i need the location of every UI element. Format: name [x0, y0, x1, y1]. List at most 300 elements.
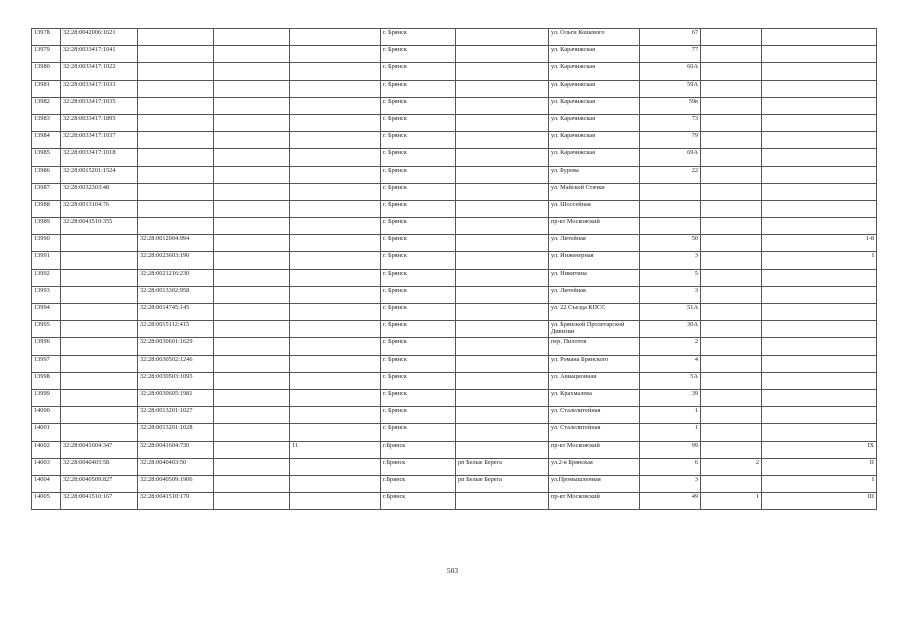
apartment-cell: [701, 441, 762, 458]
cadastral-number-cell: [61, 424, 138, 441]
settlement-cell: [456, 166, 549, 183]
street-cell: пр-кт Московский: [549, 218, 640, 235]
premises-cell: [762, 97, 877, 114]
cadastral-number-cell: [61, 355, 138, 372]
table-row: [32, 338, 877, 355]
empty-cell: [214, 424, 290, 441]
cadastral-number-cell: 32:28:0041510:355: [61, 218, 138, 235]
house-number-cell: 3: [640, 286, 701, 303]
extra-number-cell: [290, 149, 381, 166]
empty-cell: [214, 321, 290, 338]
table-body: [32, 29, 877, 510]
street-cell: ул. Шоссейная: [549, 200, 640, 217]
extra-number-cell: [290, 424, 381, 441]
extra-number-cell: [290, 183, 381, 200]
house-number-cell: 3: [640, 252, 701, 269]
premises-cell: [762, 389, 877, 406]
settlement-cell: [456, 493, 549, 510]
city-cell: г. Брянск: [381, 149, 456, 166]
premises-cell: [762, 114, 877, 131]
extra-number-cell: [290, 304, 381, 321]
premises-cell: [762, 304, 877, 321]
settlement-cell: [456, 97, 549, 114]
house-number-cell: 1: [640, 424, 701, 441]
extra-number-cell: [290, 114, 381, 131]
house-number-cell: 6: [640, 458, 701, 475]
premises-cell: [762, 80, 877, 97]
apartment-cell: [701, 29, 762, 46]
registry-table: [31, 28, 877, 510]
cadastral-number-new-cell: [138, 200, 214, 217]
cadastral-number-cell: [61, 304, 138, 321]
extra-number-cell: [290, 80, 381, 97]
extra-number-cell: [290, 389, 381, 406]
cadastral-number-new-cell: 32:28:0013201:1028: [138, 424, 214, 441]
cadastral-number-cell: [61, 372, 138, 389]
street-cell: пр-кт Московский: [549, 441, 640, 458]
settlement-cell: рп Белые Берега: [456, 475, 549, 492]
empty-cell: [214, 355, 290, 372]
apartment-cell: [701, 424, 762, 441]
cadastral-number-cell: 32:28:0033417:1022: [61, 63, 138, 80]
table-row: [32, 407, 877, 424]
table-row: [32, 235, 877, 252]
cadastral-number-cell: 32:28:0040403:58: [61, 458, 138, 475]
street-cell: ул. Романа Брянского: [549, 355, 640, 372]
premises-cell: [762, 46, 877, 63]
table-row: [32, 149, 877, 166]
apartment-cell: [701, 355, 762, 372]
cadastral-number-cell: 32:28:0033417:1041: [61, 46, 138, 63]
row-number-cell: 13992: [32, 269, 61, 286]
table-row: [32, 29, 877, 46]
row-number-cell: 14005: [32, 493, 61, 510]
table-row: [32, 114, 877, 131]
house-number-cell: 4: [640, 355, 701, 372]
cadastral-number-new-cell: 32:28:0041510:170: [138, 493, 214, 510]
street-cell: ул. Инженерная: [549, 252, 640, 269]
extra-number-cell: [290, 63, 381, 80]
city-cell: г. Брянск: [381, 80, 456, 97]
cadastral-number-cell: [61, 321, 138, 338]
empty-cell: [214, 458, 290, 475]
premises-cell: [762, 321, 877, 338]
table-row: [32, 424, 877, 441]
settlement-cell: [456, 441, 549, 458]
extra-number-cell: [290, 321, 381, 338]
city-cell: г. Брянск: [381, 252, 456, 269]
house-number-cell: 30А: [640, 321, 701, 338]
table-row: [32, 46, 877, 63]
apartment-cell: [701, 114, 762, 131]
apartment-cell: [701, 218, 762, 235]
settlement-cell: [456, 200, 549, 217]
row-number-cell: 14004: [32, 475, 61, 492]
street-cell: ул. Карачижская: [549, 46, 640, 63]
empty-cell: [214, 441, 290, 458]
city-cell: г. Брянск: [381, 218, 456, 235]
table-row: [32, 97, 877, 114]
apartment-cell: [701, 183, 762, 200]
cadastral-number-cell: [61, 338, 138, 355]
premises-cell: [762, 372, 877, 389]
cadastral-number-new-cell: 32:28:0030605:1981: [138, 389, 214, 406]
premises-cell: III: [762, 493, 877, 510]
cadastral-number-cell: 32:28:0041510:167: [61, 493, 138, 510]
settlement-cell: рп Белые Берега: [456, 458, 549, 475]
extra-number-cell: [290, 269, 381, 286]
city-cell: г. Брянск: [381, 166, 456, 183]
city-cell: г. Брянск: [381, 200, 456, 217]
row-number-cell: 13986: [32, 166, 61, 183]
city-cell: г.Брянск: [381, 493, 456, 510]
extra-number-cell: [290, 235, 381, 252]
extra-number-cell: [290, 97, 381, 114]
house-number-cell: 67: [640, 29, 701, 46]
extra-number-cell: [290, 218, 381, 235]
cadastral-number-cell: 32:28:0033417:1895: [61, 114, 138, 131]
extra-number-cell: [290, 29, 381, 46]
house-number-cell: 77: [640, 46, 701, 63]
house-number-cell: 51А: [640, 304, 701, 321]
street-cell: ул. Ольги Кошевого: [549, 29, 640, 46]
cadastral-number-new-cell: [138, 97, 214, 114]
street-cell: ул.Промышленная: [549, 475, 640, 492]
street-cell: ул. Карачижская: [549, 80, 640, 97]
premises-cell: [762, 149, 877, 166]
row-number-cell: 13983: [32, 114, 61, 131]
city-cell: г. Брянск: [381, 321, 456, 338]
street-cell: ул. Бурова: [549, 166, 640, 183]
row-number-cell: 13978: [32, 29, 61, 46]
house-number-cell: 39: [640, 389, 701, 406]
premises-cell: [762, 338, 877, 355]
cadastral-number-new-cell: [138, 46, 214, 63]
city-cell: г.Брянск: [381, 441, 456, 458]
empty-cell: [214, 183, 290, 200]
premises-cell: [762, 286, 877, 303]
row-number-cell: 13979: [32, 46, 61, 63]
apartment-cell: [701, 372, 762, 389]
cadastral-number-cell: 32:28:0032303:48: [61, 183, 138, 200]
cadastral-number-new-cell: 32:28:0014745:145: [138, 304, 214, 321]
premises-cell: II: [762, 458, 877, 475]
cadastral-number-cell: [61, 286, 138, 303]
empty-cell: [214, 475, 290, 492]
street-cell: ул. Авиационная: [549, 372, 640, 389]
premises-cell: I: [762, 252, 877, 269]
cadastral-number-cell: 32:28:0015201:1524: [61, 166, 138, 183]
empty-cell: [214, 493, 290, 510]
empty-cell: [214, 407, 290, 424]
apartment-cell: [701, 200, 762, 217]
extra-number-cell: [290, 338, 381, 355]
street-cell: ул. Майской Стачки: [549, 183, 640, 200]
extra-number-cell: [290, 458, 381, 475]
street-cell: ул. Литейная: [549, 286, 640, 303]
city-cell: г. Брянск: [381, 389, 456, 406]
cadastral-number-cell: 32:28:0042006:1621: [61, 29, 138, 46]
apartment-cell: 1: [701, 493, 762, 510]
row-number-cell: 13990: [32, 235, 61, 252]
table-row: [32, 183, 877, 200]
cadastral-number-new-cell: [138, 149, 214, 166]
extra-number-cell: [290, 252, 381, 269]
house-number-cell: 73: [640, 114, 701, 131]
row-number-cell: 14003: [32, 458, 61, 475]
settlement-cell: [456, 63, 549, 80]
row-number-cell: 13989: [32, 218, 61, 235]
cadastral-number-new-cell: [138, 114, 214, 131]
empty-cell: [214, 114, 290, 131]
table-row: [32, 441, 877, 458]
empty-cell: [214, 132, 290, 149]
apartment-cell: 2: [701, 458, 762, 475]
premises-cell: [762, 63, 877, 80]
settlement-cell: [456, 372, 549, 389]
apartment-cell: [701, 149, 762, 166]
row-number-cell: 13991: [32, 252, 61, 269]
cadastral-number-new-cell: [138, 218, 214, 235]
empty-cell: [214, 269, 290, 286]
empty-cell: [214, 200, 290, 217]
extra-number-cell: [290, 372, 381, 389]
apartment-cell: [701, 286, 762, 303]
city-cell: г. Брянск: [381, 355, 456, 372]
row-number-cell: 13994: [32, 304, 61, 321]
cadastral-number-new-cell: 32:28:0040509:1906: [138, 475, 214, 492]
house-number-cell: 3: [640, 475, 701, 492]
city-cell: г. Брянск: [381, 338, 456, 355]
premises-cell: [762, 407, 877, 424]
premises-cell: I: [762, 475, 877, 492]
settlement-cell: [456, 321, 549, 338]
row-number-cell: 13999: [32, 389, 61, 406]
extra-number-cell: [290, 286, 381, 303]
house-number-cell: 50: [640, 235, 701, 252]
row-number-cell: 13982: [32, 97, 61, 114]
house-number-cell: [640, 200, 701, 217]
cadastral-number-new-cell: [138, 166, 214, 183]
cadastral-number-new-cell: 32:28:0030502:1246: [138, 355, 214, 372]
extra-number-cell: [290, 132, 381, 149]
city-cell: г. Брянск: [381, 29, 456, 46]
table-row: [32, 458, 877, 475]
street-cell: ул.2-я Брянская: [549, 458, 640, 475]
row-number-cell: 14000: [32, 407, 61, 424]
house-number-cell: 22: [640, 166, 701, 183]
settlement-cell: [456, 149, 549, 166]
apartment-cell: [701, 389, 762, 406]
empty-cell: [214, 218, 290, 235]
city-cell: г. Брянск: [381, 235, 456, 252]
cadastral-number-new-cell: [138, 132, 214, 149]
premises-cell: [762, 218, 877, 235]
settlement-cell: [456, 389, 549, 406]
premises-cell: [762, 132, 877, 149]
street-cell: пер. Пилотов: [549, 338, 640, 355]
cadastral-number-new-cell: 32:28:0021216:230: [138, 269, 214, 286]
settlement-cell: [456, 286, 549, 303]
table-row: [32, 218, 877, 235]
settlement-cell: [456, 269, 549, 286]
premises-cell: [762, 200, 877, 217]
row-number-cell: 14001: [32, 424, 61, 441]
city-cell: г. Брянск: [381, 46, 456, 63]
empty-cell: [214, 166, 290, 183]
extra-number-cell: [290, 355, 381, 372]
city-cell: г.Брянск: [381, 458, 456, 475]
apartment-cell: [701, 132, 762, 149]
settlement-cell: [456, 183, 549, 200]
premises-cell: 1-8: [762, 235, 877, 252]
apartment-cell: [701, 304, 762, 321]
city-cell: г. Брянск: [381, 372, 456, 389]
table-row: [32, 389, 877, 406]
table-row: [32, 80, 877, 97]
cadastral-number-cell: [61, 269, 138, 286]
row-number-cell: 13993: [32, 286, 61, 303]
street-cell: ул. Сталелитейная: [549, 424, 640, 441]
row-number-cell: 13987: [32, 183, 61, 200]
cadastral-number-new-cell: 32:28:0040403:50: [138, 458, 214, 475]
table-row: [32, 493, 877, 510]
row-number-cell: 13996: [32, 338, 61, 355]
row-number-cell: 13998: [32, 372, 61, 389]
cadastral-number-cell: 32:28:0040509:827: [61, 475, 138, 492]
empty-cell: [214, 372, 290, 389]
city-cell: г. Брянск: [381, 97, 456, 114]
premises-cell: [762, 424, 877, 441]
street-cell: ул. Карачижская: [549, 63, 640, 80]
empty-cell: [214, 97, 290, 114]
settlement-cell: [456, 114, 549, 131]
table-row: [32, 200, 877, 217]
house-number-cell: 59А: [640, 80, 701, 97]
table-row: [32, 475, 877, 492]
apartment-cell: [701, 235, 762, 252]
street-cell: ул. Карачижская: [549, 114, 640, 131]
apartment-cell: [701, 321, 762, 338]
house-number-cell: [640, 218, 701, 235]
empty-cell: [214, 149, 290, 166]
cadastral-number-new-cell: [138, 63, 214, 80]
empty-cell: [214, 80, 290, 97]
house-number-cell: 79: [640, 132, 701, 149]
cadastral-number-cell: 32:28:0041604:347: [61, 441, 138, 458]
row-number-cell: 13997: [32, 355, 61, 372]
settlement-cell: [456, 132, 549, 149]
city-cell: г. Брянск: [381, 424, 456, 441]
table-row: [32, 372, 877, 389]
city-cell: г. Брянск: [381, 407, 456, 424]
row-number-cell: 14002: [32, 441, 61, 458]
city-cell: г. Брянск: [381, 63, 456, 80]
apartment-cell: [701, 63, 762, 80]
empty-cell: [214, 29, 290, 46]
premises-cell: [762, 269, 877, 286]
cadastral-number-new-cell: 32:28:0023603:190: [138, 252, 214, 269]
cadastral-number-new-cell: 32:28:0015112:415: [138, 321, 214, 338]
street-cell: ул. 22 Съезда КПСС: [549, 304, 640, 321]
city-cell: г.Брянск: [381, 475, 456, 492]
table-row: [32, 269, 877, 286]
street-cell: ул. Карачижская: [549, 132, 640, 149]
street-cell: ул. Карачижская: [549, 149, 640, 166]
table-row: [32, 166, 877, 183]
table-row: [32, 321, 877, 338]
cadastral-number-new-cell: [138, 183, 214, 200]
extra-number-cell: [290, 46, 381, 63]
empty-cell: [214, 46, 290, 63]
empty-cell: [214, 252, 290, 269]
street-cell: ул. Сталелитейная: [549, 407, 640, 424]
cadastral-number-new-cell: [138, 80, 214, 97]
empty-cell: [214, 286, 290, 303]
extra-number-cell: [290, 166, 381, 183]
cadastral-number-new-cell: 32:28:0013201:1027: [138, 407, 214, 424]
table-row: [32, 132, 877, 149]
cadastral-number-new-cell: 32:28:0030503:1095: [138, 372, 214, 389]
cadastral-number-cell: 32:28:0013104:76: [61, 200, 138, 217]
cadastral-number-new-cell: [138, 29, 214, 46]
row-number-cell: 13984: [32, 132, 61, 149]
cadastral-number-cell: 32:28:0033417:1033: [61, 80, 138, 97]
premises-cell: [762, 166, 877, 183]
street-cell: ул. Карачижская: [549, 97, 640, 114]
settlement-cell: [456, 218, 549, 235]
settlement-cell: [456, 338, 549, 355]
page-number: 503: [446, 566, 459, 575]
extra-number-cell: [290, 475, 381, 492]
apartment-cell: [701, 252, 762, 269]
apartment-cell: [701, 475, 762, 492]
house-number-cell: 5: [640, 269, 701, 286]
table-row: [32, 286, 877, 303]
house-number-cell: 69А: [640, 149, 701, 166]
city-cell: г. Брянск: [381, 286, 456, 303]
table-row: [32, 63, 877, 80]
city-cell: г. Брянск: [381, 114, 456, 131]
empty-cell: [214, 63, 290, 80]
house-number-cell: 1: [640, 407, 701, 424]
row-number-cell: 13995: [32, 321, 61, 338]
settlement-cell: [456, 46, 549, 63]
city-cell: г. Брянск: [381, 132, 456, 149]
row-number-cell: 13980: [32, 63, 61, 80]
apartment-cell: [701, 46, 762, 63]
settlement-cell: [456, 407, 549, 424]
table-row: [32, 355, 877, 372]
premises-cell: [762, 183, 877, 200]
premises-cell: [762, 355, 877, 372]
extra-number-cell: [290, 493, 381, 510]
empty-cell: [214, 338, 290, 355]
house-number-cell: 59в: [640, 97, 701, 114]
cadastral-number-new-cell: 32:28:0041604:730: [138, 441, 214, 458]
empty-cell: [214, 304, 290, 321]
house-number-cell: 5А: [640, 372, 701, 389]
row-number-cell: 13985: [32, 149, 61, 166]
city-cell: г. Брянск: [381, 304, 456, 321]
table-row: [32, 304, 877, 321]
settlement-cell: [456, 252, 549, 269]
premises-cell: [762, 29, 877, 46]
apartment-cell: [701, 407, 762, 424]
city-cell: г. Брянск: [381, 269, 456, 286]
house-number-cell: 2: [640, 338, 701, 355]
apartment-cell: [701, 338, 762, 355]
